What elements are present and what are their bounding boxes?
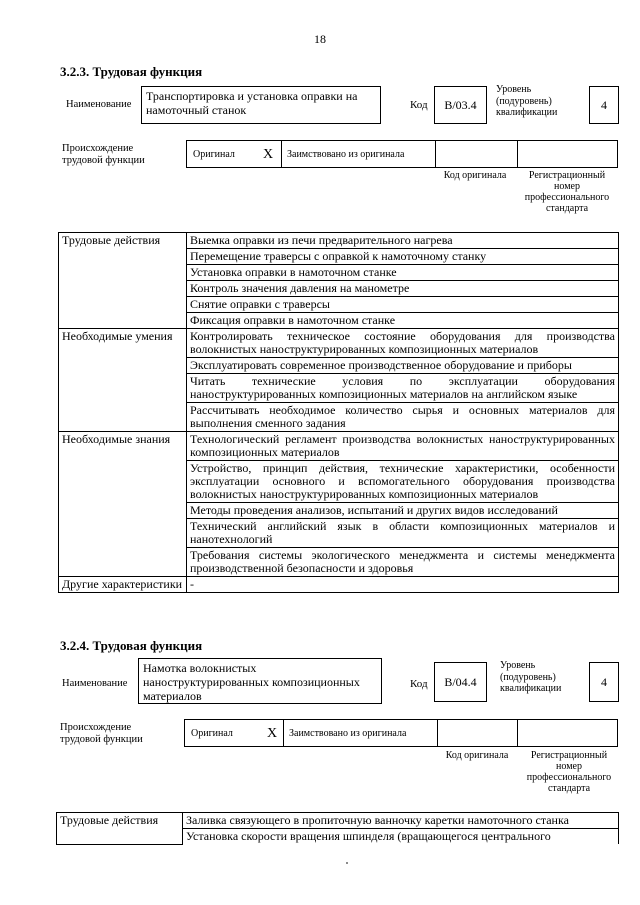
row-item: Рассчитывать необходимое количество сырья и основных материалов для выполнения сменного задания xyxy=(187,403,619,432)
divider xyxy=(281,141,282,167)
row-item: Выемка оправки из печи предварительного нагрева xyxy=(187,233,619,249)
row-item: Устройство, принцип действия, технические характеристики, особенности эксплуатации основного и вспомогательного оборудования производства волокнистых наноструктурированных композиционных материалов xyxy=(187,461,619,503)
original-label: Оригинал xyxy=(193,149,235,160)
divider xyxy=(283,720,284,746)
row-item: Эксплуатировать современное производственное оборудование и приборы xyxy=(187,358,619,374)
divider xyxy=(517,720,518,746)
borrowed-label: Заимствовано из оригинала xyxy=(289,728,407,739)
divider xyxy=(437,720,438,746)
row-item: Заливка связующего в пропиточную ванночку каретки намоточного станка xyxy=(183,813,619,829)
page-number: 18 xyxy=(314,32,326,46)
origin-row xyxy=(184,719,618,747)
code-value: B/04.4 xyxy=(444,675,477,689)
function-name-box xyxy=(138,658,382,704)
origin-label: Происхождение трудовой функции xyxy=(60,722,143,745)
borrowed-label: Заимствовано из оригинала xyxy=(287,149,405,160)
labor-function-table xyxy=(58,232,619,593)
level-label: Уровень (подуровень) квалификации xyxy=(496,84,558,118)
original-mark: X xyxy=(267,726,278,741)
table-row xyxy=(59,432,619,461)
row-item: Снятие оправки с траверсы xyxy=(187,297,619,313)
name-label: Наименование xyxy=(62,678,128,689)
table-row xyxy=(59,329,619,358)
row-category: Трудовые действия xyxy=(59,233,187,329)
row-item: Технический английский язык в области композиционных материалов и нанотехнологий xyxy=(187,519,619,548)
original-label: Оригинал xyxy=(191,728,233,739)
table-row xyxy=(59,577,619,593)
code-original-caption: Код оригинала xyxy=(443,170,507,181)
origin-row xyxy=(186,140,618,168)
reg-number-caption: Регистрационный номер профессионального стандарта xyxy=(526,750,612,794)
function-name: Намотка волокнистых наноструктурированных композиционных материалов xyxy=(143,661,360,703)
level-label: Уровень (подуровень) квалификации xyxy=(500,660,562,694)
row-item: Методы проведения анализов, испытаний и других видов исследований xyxy=(187,503,619,519)
row-item: Технологический регламент производства волокнистых наноструктурированных композиционных материалов xyxy=(187,432,619,461)
row-item: Читать технические условия по эксплуатации оборудования наноструктурированных композиционных материалов на английском языке xyxy=(187,374,619,403)
code-label: Код xyxy=(410,99,428,111)
row-category: Трудовые действия xyxy=(57,813,183,845)
row-item: Контролировать техническое состояние оборудования для производства волокнистых наноструктурированных композиционных материалов xyxy=(187,329,619,358)
code-value: B/03.4 xyxy=(444,98,477,112)
level-value: 4 xyxy=(601,98,607,112)
origin-label: Происхождение трудовой функции xyxy=(62,143,145,166)
row-item: Перемещение траверсы с оправкой к намоточному станку xyxy=(187,249,619,265)
section-title: 3.2.4. Трудовая функция xyxy=(60,638,203,653)
scan-speck xyxy=(346,862,348,864)
row-item: Контроль значения давления на манометре xyxy=(187,281,619,297)
row-item: Фиксация оправки в намоточном станке xyxy=(187,313,619,329)
reg-number-caption: Регистрационный номер профессионального стандарта xyxy=(524,170,610,214)
row-category: Необходимые знания xyxy=(59,432,187,577)
name-label: Наименование xyxy=(66,99,132,110)
divider xyxy=(517,141,518,167)
level-value-box xyxy=(589,86,619,124)
table-row xyxy=(57,813,619,829)
row-category: Другие характеристики xyxy=(59,577,187,593)
level-value: 4 xyxy=(601,675,607,689)
original-mark: X xyxy=(263,147,274,162)
labor-function-table xyxy=(56,812,619,845)
section-title: 3.2.3. Трудовая функция xyxy=(60,64,203,79)
table-row xyxy=(59,233,619,249)
row-item: Требования системы экологического менеджмента и системы менеджмента производственной безопасности и здоровья xyxy=(187,548,619,577)
function-name: Транспортировка и установка оправки на намоточный станок xyxy=(146,89,358,117)
row-category: Необходимые умения xyxy=(59,329,187,432)
row-item: - xyxy=(187,577,619,593)
row-item: Установка скорости вращения шпинделя (вращающегося центрального xyxy=(183,829,619,845)
code-label: Код xyxy=(410,678,428,690)
code-value-box xyxy=(434,662,487,702)
divider xyxy=(435,141,436,167)
function-name-box xyxy=(141,86,381,124)
code-value-box xyxy=(434,86,487,124)
level-value-box xyxy=(589,662,619,702)
code-original-caption: Код оригинала xyxy=(445,750,509,761)
row-item: Установка оправки в намоточном станке xyxy=(187,265,619,281)
